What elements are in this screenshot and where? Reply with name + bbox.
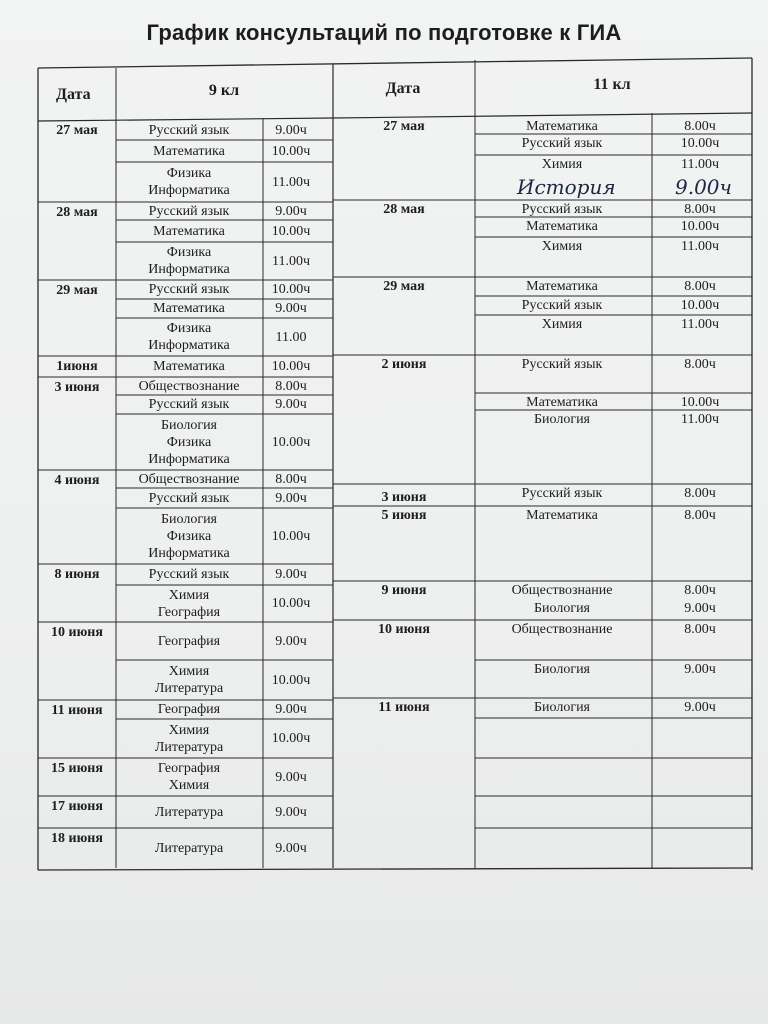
header-class-9: 9 кл — [208, 82, 240, 99]
time-9: 10.00ч — [271, 282, 311, 297]
time-9: 10.00ч — [271, 223, 311, 239]
subject-9: Литература — [154, 840, 224, 856]
subject-11: Русский язык — [521, 357, 603, 372]
time-11: 9.00ч — [684, 601, 716, 616]
subject-11: Обществознание — [511, 583, 613, 598]
date-11: 5 июня — [381, 508, 427, 523]
time-9: 9.00ч — [275, 490, 307, 506]
subject-9: Химия — [168, 722, 210, 738]
subject-9: Литература — [154, 739, 224, 755]
date-11: 29 мая — [383, 279, 425, 294]
subject-9: Русский язык — [148, 122, 230, 138]
time-11: 8.00ч — [684, 357, 716, 372]
subject-11: Биология — [533, 662, 591, 677]
time-11: 9.00ч — [684, 700, 716, 715]
subject-9: Физика — [166, 528, 212, 544]
time-11: 8.00ч — [684, 119, 716, 134]
time-9: 9.00ч — [275, 769, 307, 785]
date-9: 15 июня — [51, 761, 103, 776]
subject-11: Русский язык — [521, 202, 603, 217]
subject-9: Биология — [160, 511, 218, 527]
date-9: 28 мая — [56, 205, 98, 220]
header-date-9: Дата — [56, 86, 91, 103]
time-9: 10.00ч — [271, 143, 311, 159]
subject-11: Химия — [541, 317, 583, 332]
time-9: 11.00 — [275, 329, 307, 345]
subject-9: Биология — [160, 417, 218, 433]
subject-9: География — [157, 702, 221, 717]
header-date-11: Дата — [385, 80, 421, 97]
time-9: 9.00ч — [275, 633, 307, 649]
time-9: 11.00ч — [271, 174, 311, 190]
subject-9: Математика — [153, 359, 225, 374]
subject-9: Математика — [153, 143, 225, 159]
time-9: 10.00ч — [271, 596, 311, 611]
subject-9: Информатика — [148, 451, 230, 467]
time-9: 11.00ч — [271, 253, 311, 269]
date-9: 8 июня — [54, 567, 100, 582]
time-11: 8.00ч — [684, 486, 716, 501]
time-9: 10.00ч — [271, 359, 311, 374]
subject-9: Обществознание — [138, 471, 240, 487]
subject-9: Литература — [154, 681, 224, 696]
date-11: 27 мая — [383, 119, 425, 134]
date-9: 18 июня — [51, 831, 103, 846]
date-9: 10 июня — [51, 625, 103, 640]
date-9: 17 июня — [51, 799, 103, 814]
time-9: 10.00ч — [271, 528, 311, 544]
subject-11: Русский язык — [521, 136, 603, 151]
time-9: 9.00ч — [275, 203, 307, 219]
date-11: 11 июня — [378, 700, 430, 715]
date-9: 27 мая — [56, 123, 98, 138]
time-11: 8.00ч — [684, 202, 716, 217]
time-11: 11.00ч — [680, 412, 720, 427]
date-11: 28 мая — [383, 202, 425, 217]
subject-11: Математика — [526, 395, 598, 410]
handwritten-subject-11: История — [517, 175, 616, 199]
subject-9: Физика — [166, 434, 212, 450]
time-9: 8.00ч — [275, 471, 307, 487]
subject-9: Обществознание — [138, 378, 240, 394]
time-9: 10.00ч — [271, 434, 311, 450]
time-9: 9.00ч — [275, 301, 307, 316]
subject-9: Русский язык — [148, 397, 230, 412]
time-11: 8.00ч — [684, 279, 716, 294]
subject-11: Русский язык — [521, 298, 603, 313]
time-11: 10.00ч — [680, 298, 720, 313]
time-9: 8.00ч — [275, 378, 307, 394]
subject-9: Химия — [168, 778, 210, 793]
time-11: 9.00ч — [684, 662, 716, 677]
date-9: 4 июня — [54, 473, 100, 488]
subject-11: Биология — [533, 700, 591, 715]
time-11: 11.00ч — [680, 317, 720, 332]
subject-9: Химия — [168, 664, 210, 679]
subject-9: География — [157, 633, 221, 649]
header-class-11: 11 кл — [593, 76, 631, 93]
subject-9: Математика — [153, 301, 225, 316]
date-11: 9 июня — [381, 583, 427, 598]
date-9: 11 июня — [51, 703, 103, 718]
subject-9: Литература — [154, 804, 224, 820]
subject-9: Русский язык — [148, 203, 230, 219]
subject-9: Русский язык — [148, 490, 230, 506]
time-11: 8.00ч — [684, 583, 716, 598]
subject-9: Информатика — [148, 262, 230, 277]
subject-11: Биология — [533, 601, 591, 616]
page-title: График консультаций по подготовке к ГИА — [146, 20, 622, 45]
time-11: 10.00ч — [680, 395, 720, 410]
time-11: 8.00ч — [684, 508, 716, 523]
time-9: 9.00ч — [275, 397, 307, 412]
time-9: 10.00ч — [271, 672, 311, 688]
subject-11: Химия — [541, 239, 583, 254]
handwritten-time-11: 9.00ч — [675, 175, 732, 199]
subject-11: Русский язык — [521, 486, 603, 501]
date-11: 2 июня — [381, 357, 427, 372]
subject-9: Информатика — [148, 338, 230, 353]
subject-11: Математика — [526, 508, 598, 523]
time-11: 10.00ч — [680, 136, 720, 151]
time-11: 11.00ч — [680, 239, 720, 254]
time-11: 10.00ч — [680, 219, 720, 234]
time-11: 8.00ч — [684, 622, 716, 637]
time-9: 9.00ч — [275, 840, 307, 856]
subject-9: География — [157, 604, 221, 620]
subject-9: Физика — [166, 166, 212, 181]
date-9: 3 июня — [54, 380, 100, 395]
subject-11: Математика — [526, 219, 598, 234]
time-11: 11.00ч — [680, 157, 720, 172]
subject-9: Русский язык — [148, 567, 230, 582]
date-9: 1июня — [56, 359, 98, 374]
date-11: 3 июня — [381, 490, 427, 505]
date-11: 10 июня — [378, 622, 430, 637]
subject-11: Математика — [526, 119, 598, 134]
subject-9: Физика — [166, 245, 212, 260]
subject-9: Информатика — [148, 183, 230, 198]
time-9: 9.00ч — [275, 122, 307, 138]
subject-9: Химия — [168, 587, 210, 603]
time-9: 9.00ч — [275, 567, 307, 582]
time-9: 9.00ч — [275, 702, 307, 717]
subject-11: Обществознание — [511, 622, 613, 637]
subject-11: Математика — [526, 279, 598, 294]
subject-9: Физика — [166, 321, 212, 336]
subject-9: Информатика — [148, 545, 230, 561]
subject-9: География — [157, 761, 221, 776]
time-9: 9.00ч — [275, 804, 307, 820]
subject-11: Химия — [541, 157, 583, 172]
subject-9: Русский язык — [148, 282, 230, 297]
subject-9: Математика — [153, 223, 225, 239]
subject-11: Биология — [533, 412, 591, 427]
time-9: 10.00ч — [271, 731, 311, 746]
date-9: 29 мая — [56, 283, 98, 298]
